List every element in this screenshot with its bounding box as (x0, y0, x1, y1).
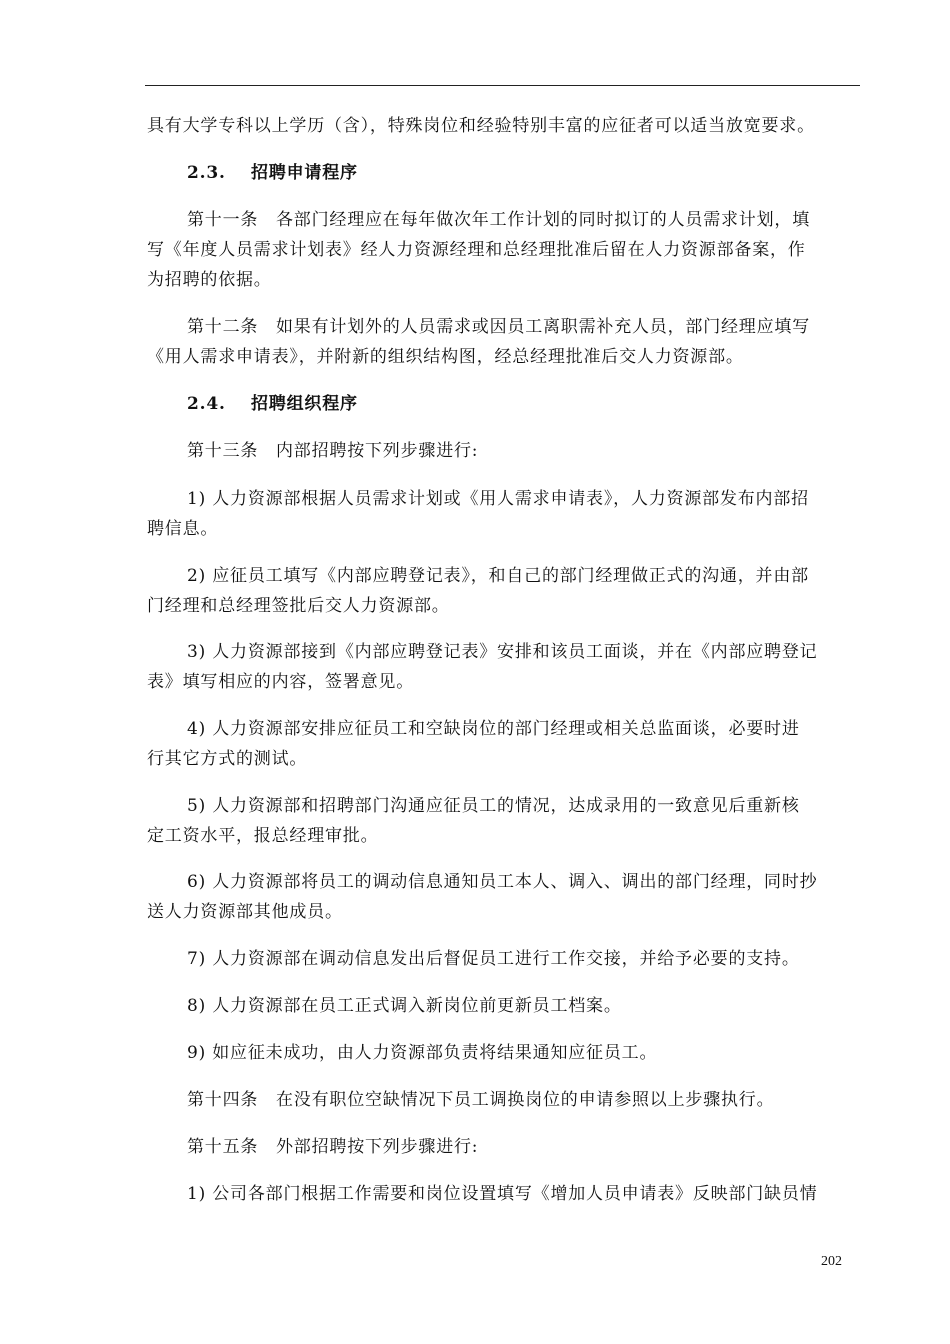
list-item-continuation: 表》填写相应的内容，签署意见。 (147, 672, 414, 692)
header-rule (145, 85, 860, 86)
list-item-continuation: 聘信息。 (147, 519, 219, 539)
list-item: 5) 人力资源部和招聘部门沟通应征员工的情况，达成录用的一致意见后重新核 (187, 796, 800, 816)
section-number: 2.3. (187, 163, 226, 183)
list-item: 8) 人力资源部在员工正式调入新岗位前更新员工档案。 (187, 996, 622, 1016)
section-number: 2.4. (187, 394, 226, 414)
section-heading-2-3 (187, 161, 358, 185)
list-item-continuation: 行其它方式的测试。 (147, 749, 308, 769)
body-line: 第十五条 外部招聘按下列步骤进行: (187, 1137, 479, 1157)
body-line: 《用人需求申请表》，并附新的组织结构图，经总经理批准后交人力资源部。 (147, 347, 744, 367)
list-item-continuation: 门经理和总经理签批后交人力资源部。 (147, 596, 450, 616)
page-number: 202 (821, 1254, 842, 1269)
list-item: 7) 人力资源部在调动信息发出后督促员工进行工作交接，并给予必要的支持。 (187, 949, 800, 969)
body-line: 写《年度人员需求计划表》经人力资源经理和总经理批准后留在人力资源部备案，作 (147, 240, 806, 260)
list-item: 1) 人力资源部根据人员需求计划或《用人需求申请表》，人力资源部发布内部招 (187, 489, 809, 509)
section-title: 招聘组织程序 (251, 394, 358, 414)
list-item: 6) 人力资源部将员工的调动信息通知员工本人、调入、调出的部门经理，同时抄 (187, 872, 818, 892)
section-title: 招聘申请程序 (251, 163, 358, 183)
body-line: 第十四条 在没有职位空缺情况下员工调换岗位的申请参照以上步骤执行。 (187, 1090, 775, 1110)
list-item: 9) 如应征未成功，由人力资源部负责将结果通知应征员工。 (187, 1043, 658, 1063)
list-item: 1) 公司各部门根据工作需要和岗位设置填写《增加人员申请表》反映部门缺员情 (187, 1184, 818, 1204)
body-line: 具有大学专科以上学历（含），特殊岗位和经验特别丰富的应征者可以适当放宽要求。 (147, 116, 815, 136)
body-line: 为招聘的依据。 (147, 270, 272, 290)
list-item-continuation: 定工资水平，报总经理审批。 (147, 826, 379, 846)
section-heading-2-4 (187, 392, 358, 416)
body-line: 第十一条 各部门经理应在每年做次年工作计划的同时拟订的人员需求计划，填 (187, 210, 810, 230)
body-line: 第十二条 如果有计划外的人员需求或因员工离职需补充人员，部门经理应填写 (187, 317, 810, 337)
list-item-continuation: 送人力资源部其他成员。 (147, 902, 343, 922)
list-item: 4) 人力资源部安排应征员工和空缺岗位的部门经理或相关总监面谈，必要时进 (187, 719, 800, 739)
body-line: 第十三条 内部招聘按下列步骤进行: (187, 441, 479, 461)
list-item: 3) 人力资源部接到《内部应聘登记表》安排和该员工面谈，并在《内部应聘登记 (187, 642, 818, 662)
list-item: 2) 应征员工填写《内部应聘登记表》，和自己的部门经理做正式的沟通，并由部 (187, 566, 809, 586)
